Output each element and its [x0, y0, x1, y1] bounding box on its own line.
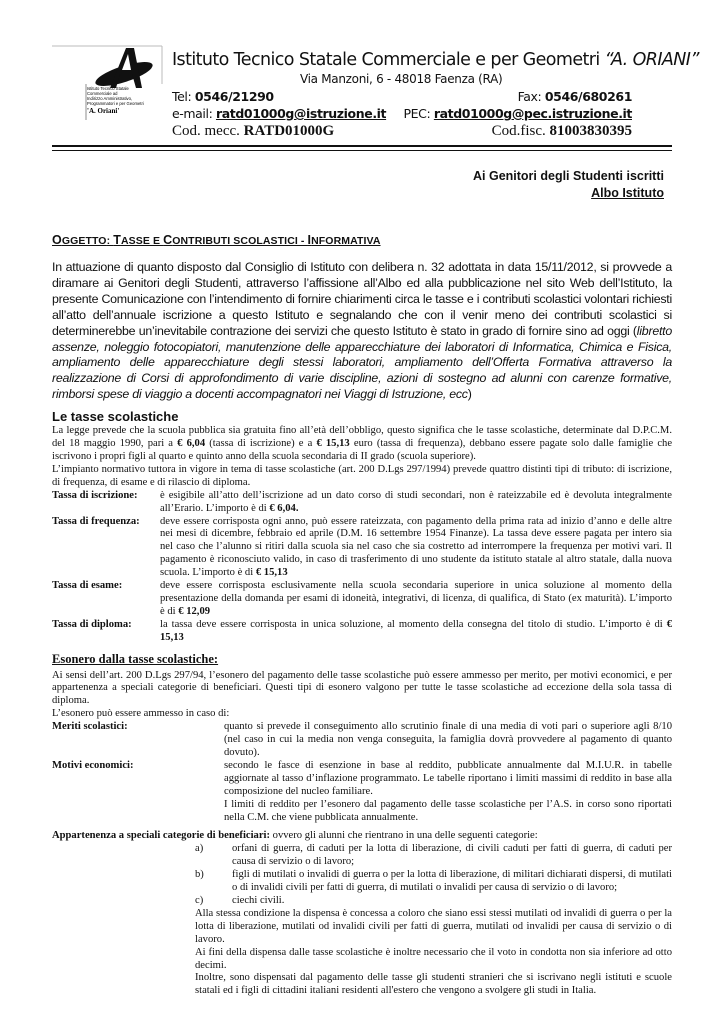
exemption-merit [52, 721, 672, 760]
tax-label: Tassa di frequenza: [52, 515, 140, 527]
text: secondo le fasce di esenzione in base al reddito, pubblicate annualmente dal M.I.U.R. in tabelle aggiornate al tasso d’inflazione programmato. Le tabelle riportano i limiti massimi di reddito in base alla composizione del nucleo familiare. [224, 759, 672, 797]
fax [518, 89, 632, 104]
tax-description [160, 490, 672, 516]
section-heading-esonero: Esonero dalla tasse scolastiche: [52, 651, 219, 666]
amount: € 15,13 [160, 618, 672, 643]
tasse-paragraph [52, 425, 672, 464]
section-heading-tasse: Le tasse scolastiche [52, 409, 179, 425]
phone-row [172, 89, 632, 104]
tax-label: Tassa di diploma: [52, 618, 132, 630]
svg-text:Programmatori e per Geometri: Programmatori e per Geometri [87, 101, 144, 106]
subject-line [52, 233, 381, 249]
category-text: figli di mutilati o invalidi di guerra o per la lotta di liberazione, di militari dichiarati dispersi, di mutilati o di invalidi civili per fatti di guerra, di mutilati o invalidi per causa di servizio o di lavoro; [232, 869, 672, 894]
fax-label: Fax: [517, 89, 545, 104]
codes-row [172, 123, 632, 140]
category-item [195, 843, 672, 869]
text: deve essere corrisposta esclusivamente nella scuola secondaria superiore in unica soluzione al momento della presentazione della domanda per esami di idoneità, integrativi, di licenza, di qualifica, di Stato (ex maturità). L’importo è di [160, 580, 672, 617]
subject-text: GGETTO [61, 235, 107, 247]
esonero-paragraph: Ai sensi dell’art. 200 D.Lgs 297/94, l’esonero del pagamento delle tasse scolastiche può essere ammesso per merito, per motivi economici, e per appartenenza a speciali categorie di beneficiari. Questi tipi di esonero valgono per tutte le tasse scolastiche ad eccezione della sola tassa di diploma. [52, 669, 672, 707]
cod-fisc-value: 81003830395 [549, 123, 632, 139]
tax-description [160, 516, 672, 581]
text: è esigibile all’atto dell’iscrizione ad un dato corso di studi secondari, non è rateizzabile ed è devoluta integralmente all’Erario. L’importo è di [160, 489, 672, 514]
intro-text: In attuazione di quanto disposto dal Consiglio di Istituto con delibera n. 32 adottata in data 15/11/2012, si provvede a diramare ai Genitori degli Studenti, attraverso l’affissione all’Albo ed alla pubblicazione nel sito Web dell’Istituto, la presente Comunicazione con l’intendimento di fornire chiarimenti circa le tasse e i contributi scolastici volontari richiesti all’atto dell’annuale iscrizione a questo Istituto e segnalando che con il venir meno dei contributi scolastici si determinerebbe un’inevitabile contrazione dei servizi che questo Istituto è stato in grado di fornire sino ad oggi ( [52, 260, 672, 338]
category-letter: a) [195, 843, 204, 855]
svg-text:Commerciale ad: Commerciale ad [87, 91, 118, 96]
tax-item-iscrizione [52, 490, 672, 516]
tax-description [160, 619, 672, 645]
cod-fisc [492, 123, 632, 140]
institute-title [172, 50, 699, 70]
text: . [295, 502, 299, 514]
beneficiaries-paragraph: Alla stessa condizione la dispensa è concessa a coloro che siano essi stessi mutilati od invalidi di guerra o per la lotta di liberazione, mutilati od invalidi civili per fatti di guerra, mutilati od invalidi per causa di servizio o di lavoro. [195, 907, 672, 945]
pec-label: PEC: [403, 106, 434, 121]
tel-label: Tel: [172, 89, 195, 104]
tax-label: Tassa di iscrizione: [52, 489, 138, 501]
cod-fisc-label: Cod.fisc. [491, 123, 550, 139]
school-logo [52, 44, 164, 128]
exemption-description: quanto si prevede il conseguimento allo scrutinio finale di una media di voti pari o superiore agli 8/10 (nel caso in cui la media non venga conseguita, la famiglia dovrà provvedere al pagamento di quanto dovuto). [224, 721, 672, 758]
subject-text: ONTRIBUTI SCOLASTICI - [172, 235, 308, 247]
recipient-albo: Albo Istituto [591, 186, 664, 200]
category-item [195, 869, 672, 895]
category-item [195, 895, 672, 908]
exemption-label: Motivi economici: [52, 759, 134, 771]
exemption-description [224, 760, 672, 825]
subject-cap: T [113, 233, 121, 247]
subject-cap: O [52, 233, 62, 247]
text: La legge prevede che la scuola pubblica sia gratuita fino all’età dell’obbligo, questo significa che le tasse scolastiche, determinate dal D.P.C.M. del 18 maggio 1990, pari a [52, 425, 672, 450]
tasse-section [52, 425, 672, 644]
esonero-paragraph: L’esonero può essere ammesso in caso di: [52, 708, 230, 720]
institute-name: Istituto Tecnico Statale Commerciale e per Geometri [172, 50, 605, 70]
text: I limiti di reddito per l’esonero dal pagamento delle tasse scolastiche per l’A.S. in corso sono riportati nella C.M. che viene pubblicata annualmente. [224, 798, 672, 823]
cod-mecc [172, 123, 334, 140]
category-text: orfani di guerra, di caduti per la lotta di liberazione, di civili caduti per fatti di guerra, di caduti per causa di servizio o di lavoro; [232, 843, 672, 868]
subject-cap: I [307, 233, 312, 247]
category-letter: c) [195, 894, 204, 906]
institute-honorific: “A. ORIANI” [604, 50, 699, 70]
tasse-paragraph: L’impianto normativo tuttora in vigore in tema di tasse scolastiche (art. 200 D.Lgs 297/1994) prevede quattro distinti tipi di tributo: di iscrizione, di frequenza, di esame e di rilascio di diploma. [52, 463, 672, 488]
amount: € 6,04 [177, 438, 206, 450]
amount: € 6,04 [269, 502, 296, 514]
address: Via Manzoni, 6 - 48018 Faenza (RA) [300, 72, 503, 86]
document-body [52, 260, 672, 1018]
category-letter: b) [195, 869, 204, 881]
tel [172, 89, 274, 104]
subject-text: : [106, 235, 114, 247]
intro-end: ) [467, 387, 472, 402]
fax-value: 0546/680261 [544, 89, 632, 104]
pec [404, 106, 633, 121]
amount: € 15,13 [255, 567, 288, 579]
category-text: ciechi civili. [232, 894, 285, 906]
beneficiaries-paragraph: Ai fini della dispensa dalle tasse scolastiche è inoltre necessario che il voto in condotta non sia inferiore ad otto decimi. [195, 946, 672, 971]
cod-mecc-label: Cod. mecc. [172, 123, 244, 139]
subject-cap: C [163, 233, 173, 247]
esonero-section [52, 670, 672, 825]
amount: € 12,09 [178, 605, 211, 617]
tax-item-frequenza [52, 516, 672, 581]
text: ovvero gli alunni che rientrano in una delle seguenti categorie: [270, 830, 538, 842]
header-divider [52, 145, 672, 151]
text: (tassa di iscrizione) e a [205, 438, 317, 450]
recipient-parents: Ai Genitori degli Studenti iscritti [473, 169, 664, 183]
email-row [172, 106, 632, 121]
text: euro (tassa di frequenza), debbano essere pagate solo dalle famiglie che iscrivono i propri figli al quarto e quinto anno della scuola secondaria di II grado (scuola superiore). [52, 438, 673, 462]
beneficiaries-section [52, 830, 672, 998]
email-link[interactable]: ratd01000g@istruzione.it [215, 106, 387, 121]
tax-item-esame [52, 580, 672, 619]
beneficiaries-paragraph: Inoltre, sono dispensati dal pagamento delle tasse gli studenti stranieri che si iscrivano negli istituti e scuole statali ed i figli di cittadini italiani residenti all'estero che vengono a svolgere gli studi in Italia. [195, 972, 672, 997]
tel-value: 0546/21290 [194, 89, 274, 104]
svg-text:Indirizzo Amministrativo,: Indirizzo Amministrativo, [87, 96, 133, 101]
email [172, 106, 386, 121]
text: deve essere corrisposta ogni anno, può essere rateizzata, con pagamento della prima rata ad inizio d’anno e delle altre nei mesi di dicembre, febbraio ed aprile (D.M. 16 settembre 1954 Finanze). La tassa deve essere pagata per intero sia nel caso che l’alunno si ritiri dalla scuola sia nel caso che sia costretto ad interrompere la frequenza per motivi vari. Il pagamento è riconosciuto valido, in caso di trasferimento di uno studente da istituto statale al altro statale, dalla nuova scuola. L’importo è di [160, 515, 672, 579]
intro-services-list: libretto assenze, noleggio fotocopiatori, manutenzione delle apparecchiature dei laboratori di Informatica, Chimica e Fisica, ampliamento delle apparecchiature degli stessi laboratori, ampliamento dell’Offerta Formativa attraverso la realizzazione di Corsi di approfondimento di varie discipline, azioni di sostegno ad alunni con carenze formative, rimborsi spese di viaggio a docenti accompagnatori nei Viaggi di Istruzione, ecc [52, 323, 672, 402]
beneficiaries-intro [52, 830, 672, 843]
subject-text: ASSE E [120, 235, 164, 247]
svg-text:Istituto Tecnico Statale: Istituto Tecnico Statale [87, 86, 129, 91]
subject-text: NFORMATIVA [311, 235, 381, 247]
tax-description [160, 580, 672, 619]
tax-label: Tassa di esame: [52, 580, 123, 592]
text: la tassa deve essere corrisposta in unica soluzione, al momento della consegna del titolo di studio. L’importo è di [160, 618, 667, 630]
exemption-label: Appartenenza a speciali categorie di beneficiari: [52, 830, 271, 842]
amount: € 15,13 [316, 438, 350, 450]
cod-mecc-value: RATD01000G [243, 123, 335, 139]
email-label: e-mail: [172, 106, 216, 121]
tax-item-diploma [52, 619, 672, 645]
recipients [473, 168, 664, 202]
exemption-economic [52, 760, 672, 825]
svg-text:'A. Oriani': 'A. Oriani' [87, 107, 120, 115]
exemption-label: Meriti scolastici: [52, 721, 128, 733]
intro-paragraph [52, 260, 672, 403]
pec-link[interactable]: ratd01000g@pec.istruzione.it [433, 106, 632, 121]
